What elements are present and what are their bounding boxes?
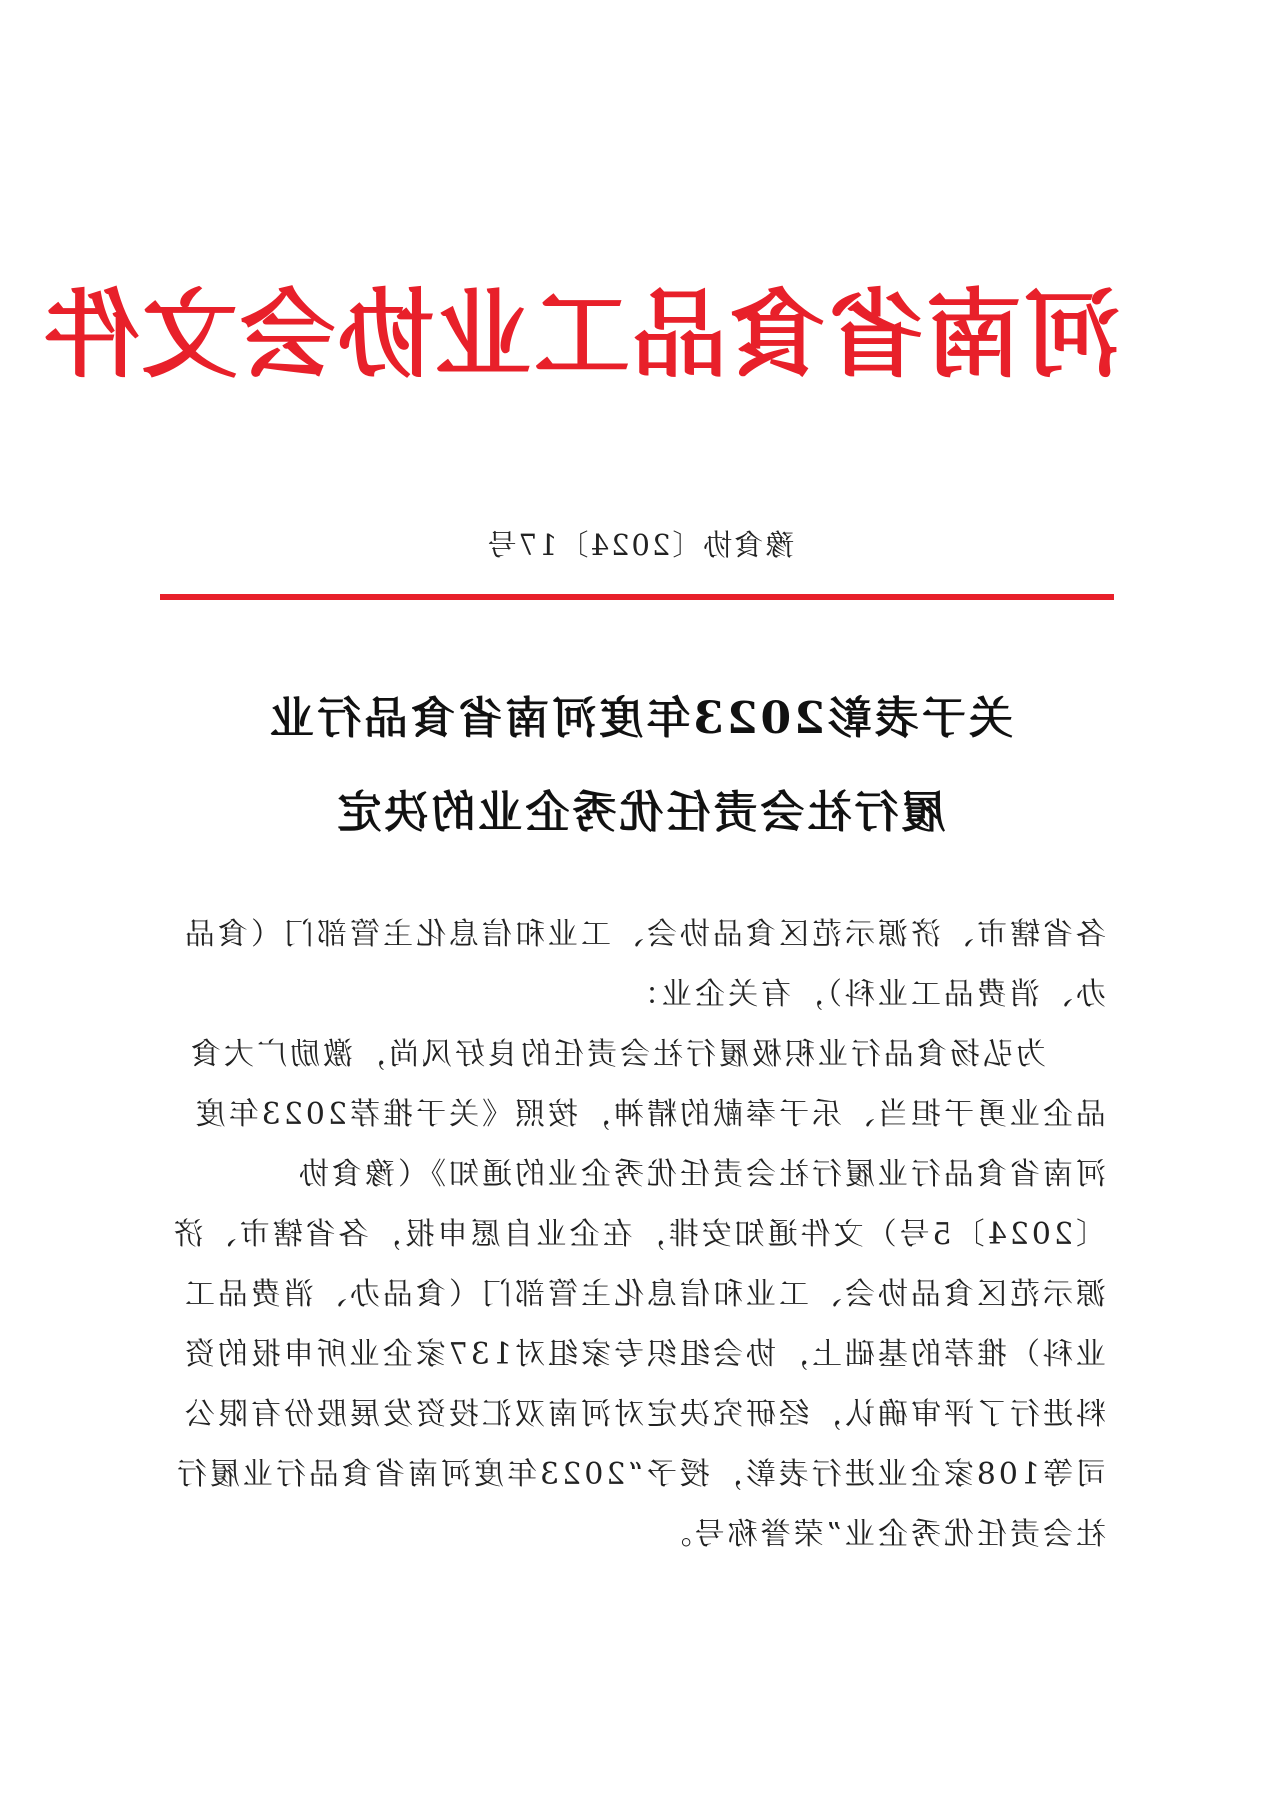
title-line-2: 履行社会责任优秀企业的决定 [334,787,946,838]
title-line-1: 关于表彰2023年度河南省食品行业 [267,693,1013,744]
salutation: 各省辖市、济源示范区食品协会、工业和信息化主管部门（食品办、消费品工业科），有关企业： [182,917,1106,1012]
document-body [160,905,1106,1565]
body-paragraph: 为弘扬食品行业积极履行社会责任的良好风尚，激励广大食品企业勇于担当、乐于奉献的精神，按照《关于推荐2023年度河南省食品行业履行社会责任优秀企业的通知》（豫食协〔2024〕5号）文件通知安排，在企业自愿申报，各省辖市、济源示范区食品协会、工业和信息化主管部门（食品办、消费品工业科）推荐的基础上，协会组织专家组对137家企业所申报的资料进行了评审确认，经研究决定对河南双汇投资发展股份有限公司等108家企业进行表彰，授予“2023年度河南省食品行业履行社会责任优秀企业”荣誉称号。 [170,1037,1106,1552]
document-number: 豫食协〔2024〕17号 [485,528,795,562]
red-divider-line [160,594,1114,600]
document-title [160,672,1120,860]
masthead-title: 河南省食品工业协会文件 [42,279,1120,391]
